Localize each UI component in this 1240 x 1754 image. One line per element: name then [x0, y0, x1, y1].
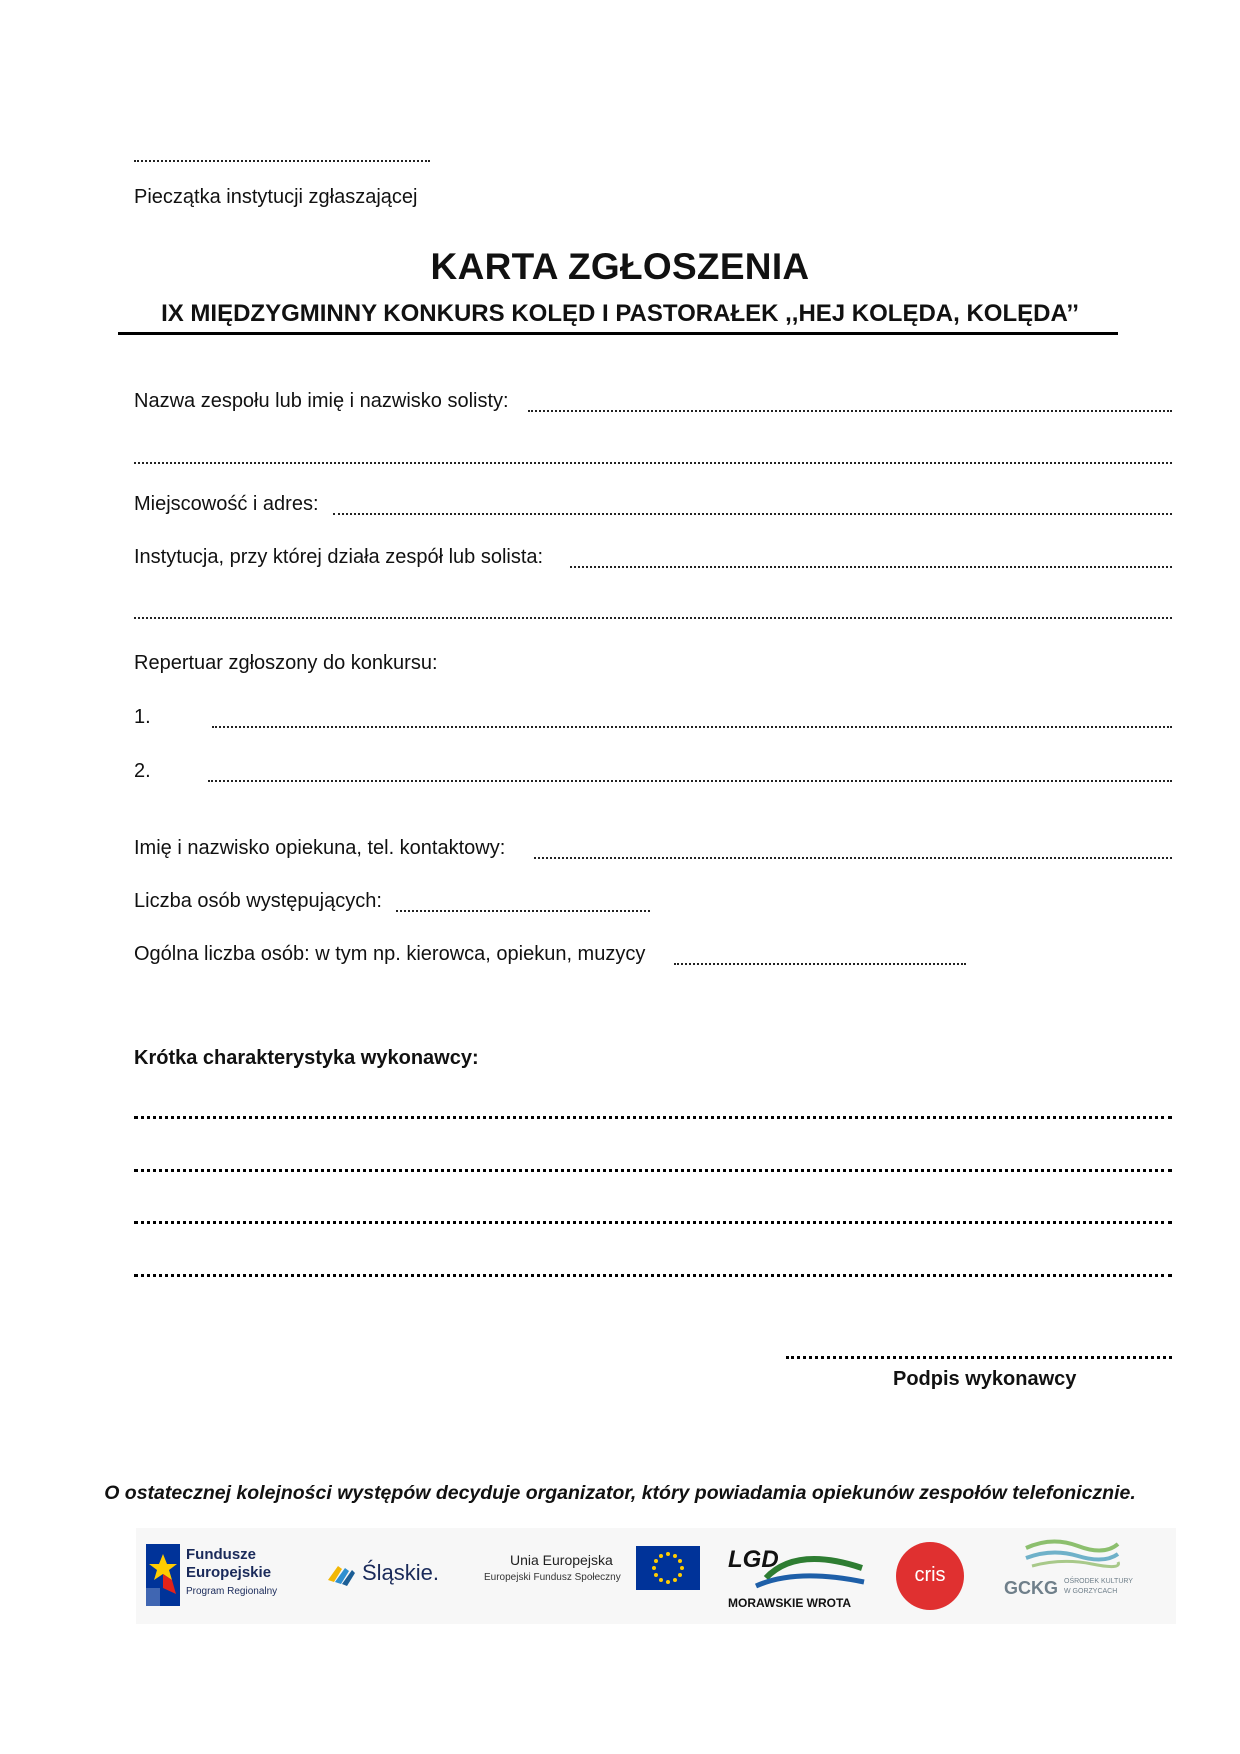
sponsor-logos — [136, 1528, 1176, 1624]
slaskie-icon — [326, 1560, 356, 1586]
cris-logo — [896, 1542, 964, 1610]
title-underline — [118, 332, 1118, 335]
gckg-line1: OŚRODEK KULTURY — [1064, 1578, 1133, 1585]
slaskie-text: Śląskie. — [362, 1560, 440, 1585]
repertoire-label: Repertuar zgłoszony do konkursu: — [134, 652, 438, 674]
gckg-logo — [1002, 1536, 1152, 1616]
stamp-label: Pieczątka instytucji zgłaszającej — [134, 186, 418, 208]
guardian-label: Imię i nazwisko opiekuna, tel. kontaktowy: — [134, 837, 506, 859]
signature-field[interactable] — [786, 1356, 1172, 1359]
lgd-name: MORAWSKIE WROTA — [728, 1596, 852, 1610]
institution-field-continued[interactable] — [134, 617, 1172, 619]
performers-label: Liczba osób występujących: — [134, 890, 382, 912]
characteristics-label: Krótka charakterystyka wykonawcy: — [134, 1047, 479, 1069]
name-field-continued[interactable] — [134, 462, 1172, 464]
lgd-morawskie-wrota-logo — [726, 1538, 866, 1618]
name-field[interactable] — [528, 410, 1172, 412]
stamp-dotted-line — [134, 160, 430, 162]
organizer-note: O ostatecznej kolejności występów decyduje organizator, który powiadamia opiekunów zespołów telefonicznie. — [104, 1482, 1136, 1504]
gckg-line2: W GORZYCACH — [1064, 1588, 1118, 1595]
lgd-mark: LGD — [728, 1546, 779, 1573]
characteristics-line-3[interactable] — [134, 1221, 1172, 1224]
repertoire-item-number-2: 2. — [134, 760, 151, 782]
repertoire-field-2[interactable] — [208, 780, 1172, 782]
fundusze-line1: Fundusze — [186, 1546, 256, 1563]
fundusze-line2: Europejskie — [186, 1564, 272, 1581]
eu-line2: Europejski Fundusz Społeczny — [484, 1572, 621, 1583]
signature-label: Podpis wykonawcy — [893, 1368, 1077, 1390]
gckg-waves-icon — [1022, 1536, 1122, 1570]
repertoire-item-number-1: 1. — [134, 706, 151, 728]
gckg-mark: GCKG — [1004, 1578, 1058, 1598]
fundusze-icon — [146, 1544, 180, 1606]
address-field[interactable] — [333, 513, 1172, 515]
fundusze-line3: Program Regionalny — [186, 1586, 278, 1597]
total-label: Ogólna liczba osób: w tym np. kierowca, opiekun, muzycy — [134, 943, 646, 965]
unia-europejska-logo — [484, 1546, 704, 1606]
address-label: Miejscowość i adres: — [134, 493, 319, 515]
page-title: KARTA ZGŁOSZENIA — [430, 246, 810, 287]
slaskie-logo — [326, 1556, 456, 1596]
page-subtitle: IX MIĘDZYGMINNY KONKURS KOLĘD I PASTORAŁEK ,,HEJ KOLĘDA, KOLĘDA’’ — [161, 300, 1079, 327]
name-label: Nazwa zespołu lub imię i nazwisko solisty: — [134, 390, 509, 412]
characteristics-line-4[interactable] — [134, 1274, 1172, 1277]
repertoire-field-1[interactable] — [212, 726, 1172, 728]
characteristics-line-1[interactable] — [134, 1116, 1172, 1119]
institution-label: Instytucja, przy której działa zespół lub solista: — [134, 546, 544, 568]
institution-field[interactable] — [570, 566, 1172, 568]
total-field[interactable] — [674, 963, 966, 965]
fundusze-europejskie-logo — [146, 1542, 296, 1612]
eu-flag-icon — [636, 1546, 700, 1590]
performers-field[interactable] — [396, 910, 650, 912]
guardian-field[interactable] — [534, 857, 1172, 859]
characteristics-line-2[interactable] — [134, 1169, 1172, 1172]
eu-line1: Unia Europejska — [510, 1552, 613, 1568]
cris-text: cris — [914, 1564, 946, 1586]
